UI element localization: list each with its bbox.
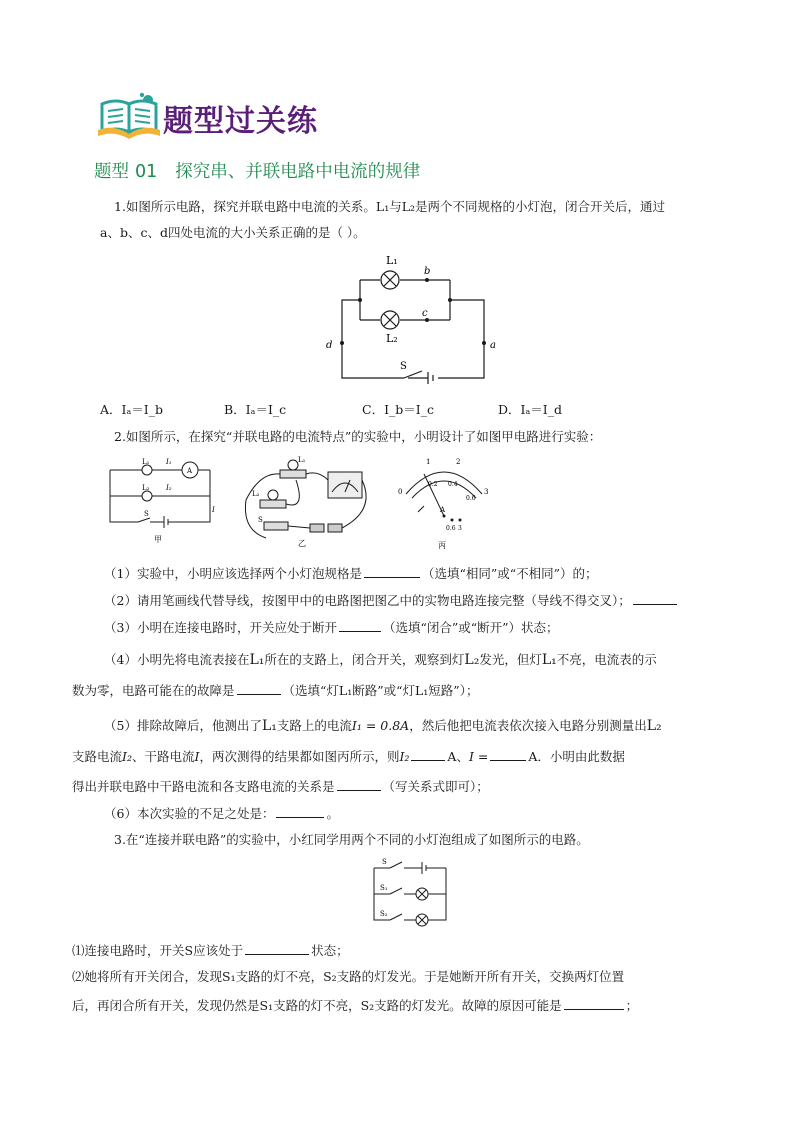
q2-s4-L1: L₁ (249, 652, 265, 668)
q2-s4-e: 数为零，电路可能在的故障是 (72, 683, 235, 698)
q2-figure-yi (236, 450, 376, 550)
q2-s2 (104, 591, 679, 611)
q2-s4-blank[interactable] (237, 681, 281, 695)
q2-s4-a: （4）小明先将电流表接在 (104, 652, 250, 667)
q2-jia-I1: I₁ (166, 458, 172, 466)
q2-s5-b: 支路上的电流 (276, 718, 352, 733)
q1-label-c: c (422, 308, 428, 319)
q2-s2-blank[interactable] (633, 591, 677, 605)
q2-s5-blank-rel[interactable] (337, 777, 381, 791)
q2-intro: 2.如图所示，在探究“并联电路的电流特点”的实验中，小明设计了如图甲电路进行实验： (114, 429, 602, 444)
meter-zero: 0 (398, 488, 403, 496)
q2-jia-I2: I₂ (166, 484, 172, 492)
q2-s3-hint: （选填“闭合”或“断开”）状态； (382, 620, 559, 635)
q3-circuit-diagram (370, 856, 454, 928)
q2-yi-S: S (258, 516, 263, 524)
q3-s2-line1: ⑵她将所有开关闭合，发现S₁支路的灯不亮，S₂支路的灯发光。于是她断开所有开关，交换两灯位置 (72, 969, 625, 984)
q2-s5-e: 、干路电流 (131, 749, 195, 764)
q2-s5-I2b: I₂ (399, 749, 410, 764)
q2-caption-yi: 乙 (298, 539, 306, 548)
q2-s4-b: 所在的支路上，闭合开关，观察到灯 (264, 652, 465, 667)
q2-s5-i: 得出并联电路中干路电流和各支路电流的关系是 (72, 779, 335, 794)
q2-s5-L2: L₂ (646, 718, 662, 734)
q2-jia-L1: L₁ (142, 458, 150, 466)
section-number: 01 (135, 162, 158, 182)
q2-s5-d: 支路电流 (72, 749, 123, 764)
q2-s5-blank-i2[interactable] (411, 747, 445, 761)
section-title: 探究串、并联电路中电流的规律 (175, 162, 421, 182)
meter-terminal-3: 3 (458, 525, 462, 532)
q1-option-a: A．Iₐ＝I_b (100, 402, 163, 417)
q2-s4-L1b: L₁ (541, 652, 557, 668)
q1-label-d: d (326, 340, 333, 351)
q2-s4-L2: L₂ (464, 652, 480, 668)
q2-s5-f: ，两次测得的结果都如图丙所示，则 (199, 749, 400, 764)
q2-s1 (104, 564, 598, 584)
q2-s5-I1: I₁ = 0.8A (351, 718, 410, 733)
q1-label-b: b (424, 266, 431, 277)
section-heading (94, 158, 420, 183)
q3-s2-end: ； (625, 998, 639, 1013)
q3-s1-end: 状态； (311, 943, 349, 958)
q1-line2: a、b、c、d四处电流的大小关系正确的是（ ）。 (100, 225, 366, 240)
q2-figure-bing (394, 454, 494, 550)
q2-jia-L2: L₂ (142, 484, 150, 492)
q2-s2-text: （2）请用笔画线代替导线，按图甲中的电路图把图乙中的实物电路连接完整（导线不得交叉）； (104, 593, 631, 608)
q1-label-S: S (400, 361, 407, 372)
q1-option-c: C．I_b＝I_c (362, 402, 434, 417)
q2-s4-d: 不亮，电流表的示 (556, 652, 657, 667)
q3-s2-line2 (72, 996, 638, 1016)
q2-s5-line2 (72, 747, 625, 767)
q1-label-a: a (490, 340, 496, 351)
q2-s5-I2: I₂ (122, 749, 132, 764)
q2-caption-bing: 丙 (438, 541, 446, 550)
meter-top-3: 3 (484, 488, 489, 496)
meter-top-1: 1 (426, 458, 431, 466)
q3-label-S: S (382, 858, 387, 866)
q2-s5-blank-i[interactable] (490, 747, 526, 761)
q2-s5-line1 (104, 716, 662, 736)
q2-s4-f: （选填“灯L₁断路”或“灯L₁短路”）； (282, 683, 479, 698)
book-icon (96, 92, 166, 140)
q3-s1-text: ⑴连接电路时，开关S应该处于 (72, 943, 244, 958)
banner-title: 题型过关练 (163, 104, 318, 139)
q2-figure-jia (104, 452, 222, 548)
q2-s5-Ib: I = (468, 749, 489, 764)
q2-s5-h: A．小明由此数据 (528, 749, 625, 764)
meter-top-2: 2 (456, 458, 461, 466)
q2-s5-L1: L₁ (261, 718, 277, 734)
q2-s1-text: （1）实验中，小明应该选择两个小灯泡规格是 (104, 566, 362, 581)
q3-s1 (72, 941, 349, 961)
q3-s2-text: 后，再闭合所有开关，发现仍然是S₁支路的灯不亮，S₂支路的灯发光。故障的原因可能是 (72, 998, 562, 1013)
q2-jia-I: I (212, 506, 215, 514)
q2-s6-blank[interactable] (276, 804, 324, 818)
q2-s4-c: 发光，但灯 (479, 652, 542, 667)
q2-s6-text: （6）本次实验的不足之处是： (104, 806, 275, 821)
q2-yi-L2: L₂ (252, 490, 260, 498)
q2-yi-L1: L₁ (298, 456, 306, 464)
meter-unit: A (440, 506, 446, 514)
q1-label-L1: L₁ (386, 254, 398, 267)
q2-s5-j: （写关系式即可）； (382, 779, 489, 794)
q2-s3-blank[interactable] (339, 618, 381, 632)
meter-bottom-0.4: 0.4 (448, 481, 458, 488)
meter-terminal-0.6: 0.6 (446, 525, 456, 532)
q2-jia-A: A (187, 467, 193, 475)
q2-s3 (104, 618, 559, 638)
q1-line1: 1.如图所示电路，探究并联电路中电流的关系。L₁与L₂是两个不同规格的小灯泡，闭合开关后，通过 (114, 199, 666, 214)
q2-s5-a: （5）排除故障后，他测出了 (104, 718, 262, 733)
meter-bottom-0.6: 0.6 (466, 495, 476, 502)
q1-circuit-diagram (326, 250, 510, 386)
q3-label-S2: S₂ (380, 910, 388, 918)
q1-option-b: B．Iₐ＝I_c (224, 402, 287, 417)
q2-s5-line3 (72, 777, 489, 797)
q1-option-d: D．Iₐ＝I_d (498, 402, 562, 417)
q2-s5-g: A、 (447, 749, 469, 764)
q3-s1-blank[interactable] (245, 941, 309, 955)
q2-jia-S: S (144, 510, 149, 518)
q1-label-L2: L₂ (386, 332, 398, 345)
q2-s4-line2 (72, 681, 478, 701)
q2-s5-c: ，然后他把电流表依次接入电路分别测量出 (409, 718, 647, 733)
q2-caption-jia: 甲 (154, 535, 162, 544)
q2-s6 (104, 804, 339, 824)
meter-bottom-0.2: 0.2 (428, 481, 438, 488)
section-label: 题型 (94, 162, 129, 182)
q3-s2-blank[interactable] (564, 996, 624, 1010)
q3-label-S1: S₁ (380, 884, 388, 892)
q3-intro: 3.在“连接并联电路”的实验中，小红同学用两个不同的小灯泡组成了如图所示的电路。 (114, 832, 589, 847)
q2-s5-I: I (194, 749, 200, 764)
q2-s3-text: （3）小明在连接电路时，开关应处于断开 (104, 620, 337, 635)
q2-s4-line1 (104, 650, 657, 670)
q2-s1-hint: （选填“相同”或“不相同”）的； (421, 566, 598, 581)
q2-s1-blank[interactable] (364, 564, 420, 578)
q2-s6-end: 。 (326, 806, 339, 821)
